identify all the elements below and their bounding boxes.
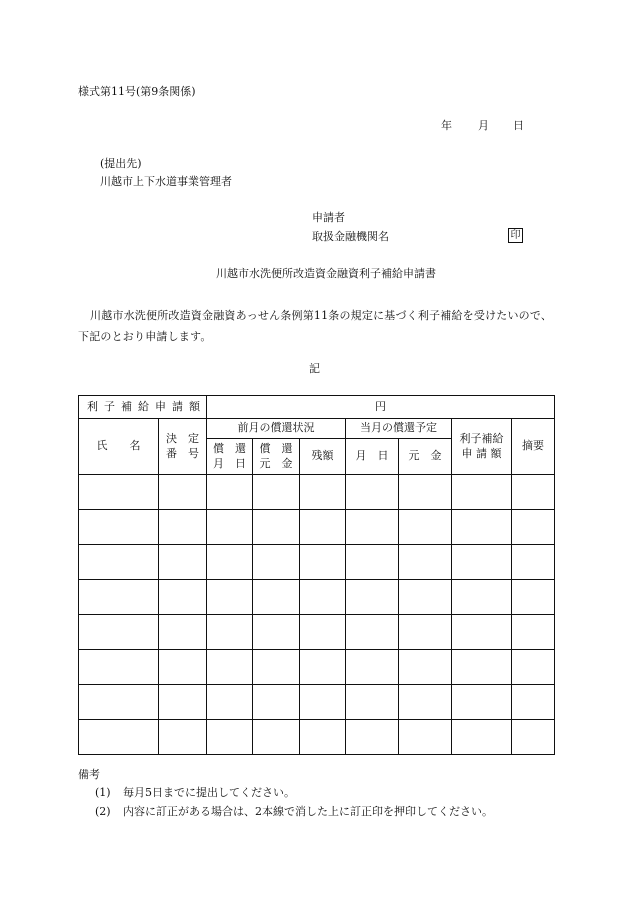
table-cell[interactable]	[399, 615, 452, 650]
table-cell[interactable]	[253, 545, 300, 580]
table-cell[interactable]	[512, 615, 555, 650]
application-table	[78, 395, 555, 755]
table-cell[interactable]	[346, 685, 399, 720]
ki-heading: 記	[309, 362, 320, 375]
applicant-label: 申請者	[312, 211, 345, 224]
header-decision-line1: 決 定	[166, 431, 199, 445]
table-cell[interactable]	[346, 615, 399, 650]
table-cell[interactable]	[512, 580, 555, 615]
table-cell[interactable]	[512, 720, 555, 755]
table-cell[interactable]	[207, 720, 253, 755]
table-cell[interactable]	[300, 650, 346, 685]
table-cell[interactable]	[300, 510, 346, 545]
table-cell[interactable]	[159, 545, 207, 580]
table-cell[interactable]	[346, 510, 399, 545]
table-cell[interactable]	[399, 685, 452, 720]
header-interest-line2: 申 請 額	[461, 446, 502, 460]
header-prev-repay-date-1: 償 還	[213, 441, 246, 455]
note-2-num: (2)	[95, 805, 111, 818]
table-cell[interactable]	[253, 475, 300, 510]
table-cell[interactable]	[253, 510, 300, 545]
date-day: 日	[513, 119, 524, 132]
table-cell[interactable]	[452, 510, 512, 545]
table-cell[interactable]	[159, 720, 207, 755]
table-cell[interactable]	[346, 650, 399, 685]
table-row	[79, 475, 555, 510]
table-cell[interactable]	[159, 510, 207, 545]
table-cell[interactable]	[253, 615, 300, 650]
table-cell[interactable]	[512, 475, 555, 510]
table-cell[interactable]	[452, 720, 512, 755]
table-cell[interactable]	[346, 475, 399, 510]
header-prev-month: 前月の償還状況	[207, 419, 346, 439]
table-cell[interactable]	[79, 510, 159, 545]
table-cell[interactable]	[79, 475, 159, 510]
table-cell[interactable]	[207, 650, 253, 685]
table-cell[interactable]	[253, 720, 300, 755]
table-cell[interactable]	[300, 545, 346, 580]
header-this-principal: 元 金	[399, 439, 452, 475]
institution-label: 取扱金融機関名	[312, 230, 389, 243]
table-cell[interactable]	[207, 545, 253, 580]
table-cell[interactable]	[300, 685, 346, 720]
table-cell[interactable]	[300, 475, 346, 510]
recipient-label: (提出先)	[100, 157, 142, 170]
table-cell[interactable]	[346, 720, 399, 755]
header-decision	[159, 419, 207, 475]
header-prev-repay-principal-2: 元 金	[259, 456, 293, 470]
table-cell[interactable]	[207, 615, 253, 650]
header-this-month: 当月の償還予定	[346, 419, 452, 439]
table-cell[interactable]	[159, 650, 207, 685]
header-prev-repay-principal-1: 償 還	[259, 441, 293, 455]
note-1-num: (1)	[95, 786, 111, 799]
table-cell[interactable]	[253, 685, 300, 720]
header-this-date: 月 日	[346, 439, 399, 475]
table-cell[interactable]	[399, 545, 452, 580]
table-cell[interactable]	[300, 720, 346, 755]
header-decision-line2: 番 号	[166, 446, 199, 460]
form-number: 様式第11号(第9条関係)	[78, 85, 196, 98]
table-cell[interactable]	[159, 475, 207, 510]
header-interest-line1: 利子補給	[459, 431, 504, 445]
table-cell[interactable]	[399, 720, 452, 755]
note-1-text: 毎月5日までに提出してください。	[123, 786, 295, 799]
total-unit: 円	[207, 396, 555, 419]
table-cell[interactable]	[452, 580, 512, 615]
table-cell[interactable]	[346, 545, 399, 580]
header-prev-repay-date-2: 月 日	[213, 456, 246, 470]
table-cell[interactable]	[512, 685, 555, 720]
table-cell[interactable]	[452, 475, 512, 510]
table-cell[interactable]	[253, 580, 300, 615]
table-cell[interactable]	[399, 580, 452, 615]
table-cell[interactable]	[399, 475, 452, 510]
table-cell[interactable]	[300, 615, 346, 650]
header-remarks: 摘要	[512, 419, 555, 475]
table-cell[interactable]	[452, 685, 512, 720]
table-cell[interactable]	[207, 475, 253, 510]
table-cell[interactable]	[159, 615, 207, 650]
header-prev-repay-date	[207, 439, 253, 475]
table-cell[interactable]	[79, 580, 159, 615]
table-cell[interactable]	[346, 580, 399, 615]
note-2-text: 内容に訂正がある場合は、2本線で消した上に訂正印を押印してください。	[123, 805, 493, 818]
table-cell[interactable]	[452, 615, 512, 650]
table-cell[interactable]	[207, 685, 253, 720]
date-year: 年	[441, 119, 452, 132]
header-prev-repay-principal	[253, 439, 300, 475]
table-cell[interactable]	[452, 545, 512, 580]
notes-title: 備考	[78, 768, 100, 781]
recipient-name: 川越市上下水道事業管理者	[100, 175, 232, 188]
header-name: 氏 名	[79, 419, 159, 475]
document-title: 川越市水洗便所改造資金融資利子補給申請書	[216, 267, 436, 280]
table-row	[79, 545, 555, 580]
table-row	[79, 615, 555, 650]
table-cell[interactable]	[207, 580, 253, 615]
table-cell[interactable]	[452, 650, 512, 685]
header-balance: 残額	[300, 439, 346, 475]
table-cell[interactable]	[79, 545, 159, 580]
table-cell[interactable]	[79, 720, 159, 755]
table-row	[79, 510, 555, 545]
table-cell[interactable]	[399, 510, 452, 545]
table-cell[interactable]	[512, 510, 555, 545]
header-interest	[452, 419, 512, 475]
table-cell[interactable]	[207, 510, 253, 545]
table-cell[interactable]	[159, 580, 207, 615]
date-month: 月	[478, 119, 489, 132]
table-cell[interactable]	[300, 580, 346, 615]
table-row	[79, 580, 555, 615]
table-cell[interactable]	[512, 545, 555, 580]
body-text: 川越市水洗便所改造資金融資あっせん条例第11条の規定に基づく利子補給を受けたいので、下記のとおり申請します。	[78, 309, 553, 343]
table-cell[interactable]	[159, 685, 207, 720]
table-row	[79, 650, 555, 685]
table-cell[interactable]	[253, 650, 300, 685]
table-cell[interactable]	[399, 650, 452, 685]
table-body	[79, 475, 555, 755]
table-cell[interactable]	[79, 685, 159, 720]
seal-mark: 印	[508, 228, 523, 243]
table-cell[interactable]	[512, 650, 555, 685]
total-label: 利子補給申請額	[79, 396, 207, 419]
table-row	[79, 720, 555, 755]
table-cell[interactable]	[79, 650, 159, 685]
table-row	[79, 685, 555, 720]
table-cell[interactable]	[79, 615, 159, 650]
